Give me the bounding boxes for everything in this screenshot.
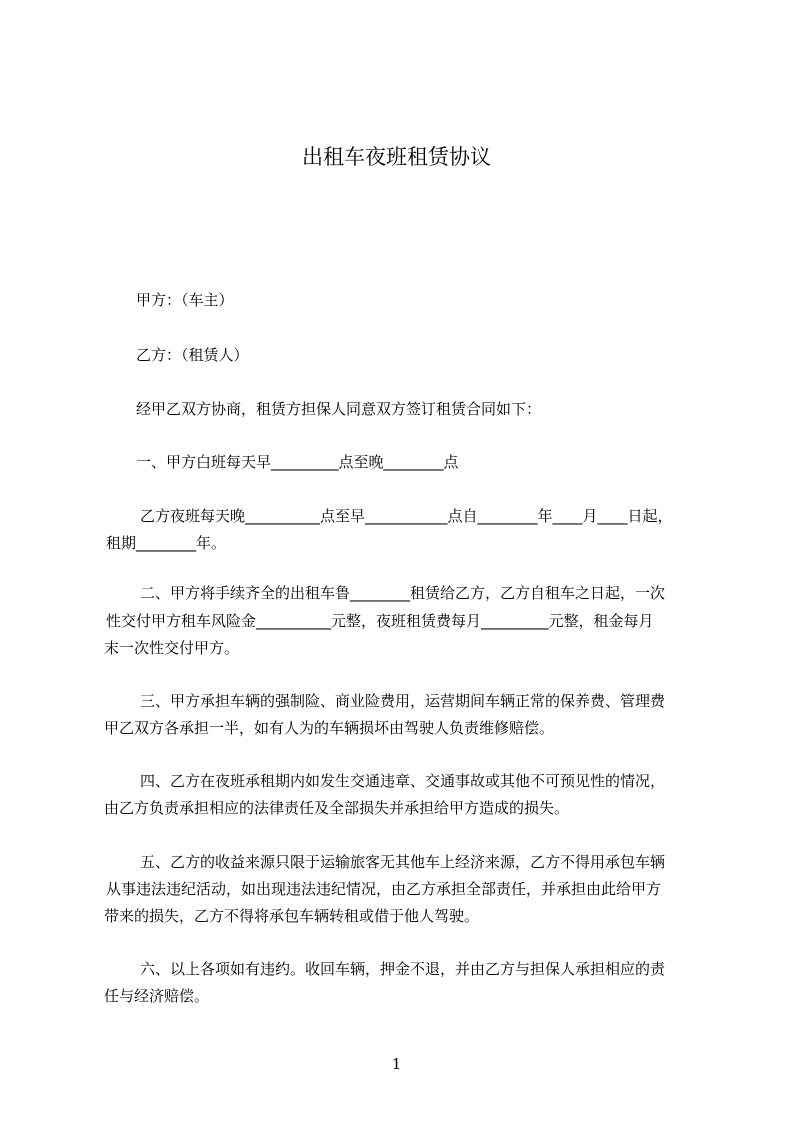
clause-4-line-1: 四、乙方在夜班承租期内如发生交通违章、交通事故或其他不可预见性的情况， bbox=[140, 772, 666, 790]
clause-6-line-1: 六、以上各项如有违约。收回车辆，押金不退，并由乙方与担保人承担相应的责 bbox=[140, 960, 666, 978]
clause-3-line-1: 三、甲方承担车辆的强制险、商业险费用，运营期间车辆正常的保养费、管理费 bbox=[140, 692, 666, 710]
clause-6-line-2: 任与经济赔偿。 bbox=[104, 987, 210, 1005]
clause-5-line-1: 五、乙方的收益来源只限于运输旅客无其他车上经济来源，乙方不得用承包车辆 bbox=[140, 853, 666, 871]
clause-4-line-2: 由乙方负责承担相应的法律责任及全部损失并承担给甲方造成的损失。 bbox=[104, 799, 570, 817]
document-title: 出租车夜班租赁协议 bbox=[302, 145, 491, 169]
clause-1-line-2: 乙方夜班每天晚__________点至早___________点自________年____月____日起， bbox=[140, 507, 673, 525]
clause-2-line-2: 性交付甲方租车风险金__________元整，夜班租赁费每月_________元整，租金每月 bbox=[106, 612, 654, 630]
clause-5-line-2: 从事违法违纪活动，如出现违法违纪情况，由乙方承担全部责任，并承担由此给甲方 bbox=[106, 880, 662, 898]
party-b-line: 乙方：（租赁人） bbox=[136, 346, 249, 364]
clause-1-line-3: 租期________年。 bbox=[106, 534, 227, 552]
clause-1-line-1: 一、甲方白班每天早_________点至晚________点 bbox=[136, 453, 459, 471]
clause-5-line-3: 带来的损失，乙方不得将承包车辆转租或借于他人驾驶。 bbox=[104, 907, 480, 925]
intro-paragraph: 经甲乙双方协商，租赁方担保人同意双方签订租赁合同如下： bbox=[136, 400, 542, 418]
clause-3-line-2: 甲乙双方各承担一半，如有人为的车辆损坏由驾驶人负责维修赔偿。 bbox=[104, 719, 555, 737]
clause-2-line-3: 末一次性交付甲方。 bbox=[104, 639, 240, 657]
page-number: 1 bbox=[391, 1055, 402, 1073]
clause-2-line-1: 二、甲方将手续齐全的出租车鲁________租赁给乙方，乙方自租车之日起，一次 bbox=[140, 584, 666, 602]
party-a-line: 甲方：（车主） bbox=[136, 291, 234, 309]
